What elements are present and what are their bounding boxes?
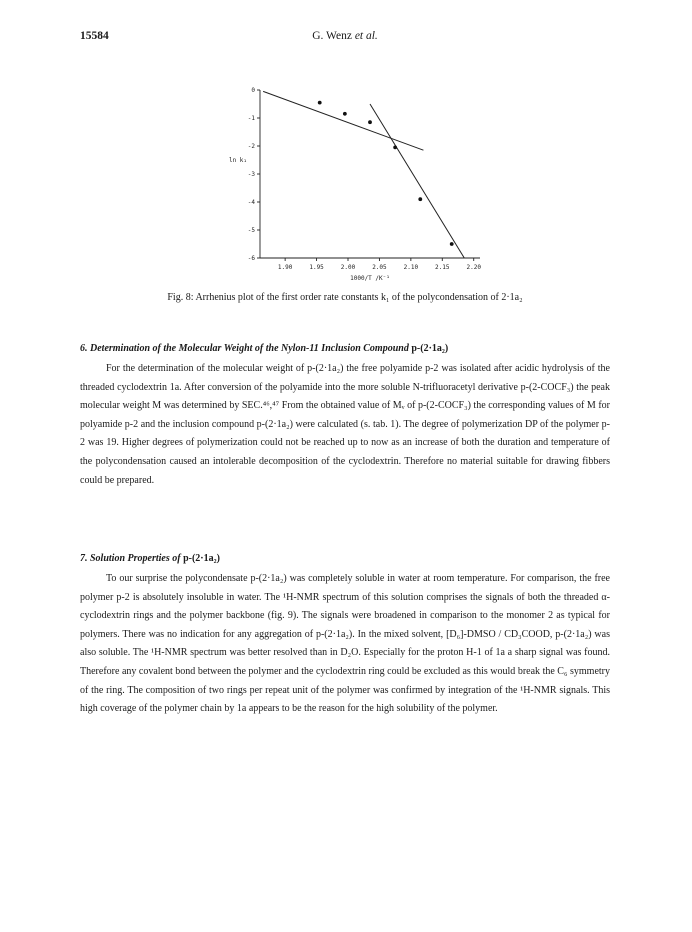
section-7-paragraph: To our surprise the polycondensate p-(2·1a₂) was completely soluble in water at room temperature. For comparison, the free polymer p-2 is absolutely insoluble in water. The ¹H-NMR spectrum of this solution comprises the signals of both the threaded α-cyclodextrin rings and the polymer backbone (fig. 9). The signals were broadened in comparison to the monomer 2 as typical for polymers. There was no indication for any aggregation of p-(2·1a₂). In the mixed solvent, [D₆]-DMSO / CD₃COOD, p-(2·1a₂) was also soluble. The ¹H-NMR spectrum was better resolved than in D₂O. Especially for the proton H-1 of 1a a sharp signal was found. Therefore any covalent bond between the polymer and the cyclodextrin ring could be excluded as this would break the C₆ symmetry of the ring. The composition of two rings per repeat unit of the polymer was confirmed by integration of the ¹H-NMR signals. This high coverage of the polymer chain by 1a appears to be the reason for the high solubility of the polymer. (80, 573, 610, 715)
y-tick-label: -4 (247, 199, 255, 206)
fit-line (263, 91, 423, 150)
y-axis-label: ln k₁ (228, 157, 248, 164)
page-number: 15584 (80, 30, 109, 42)
data-point (368, 120, 372, 124)
section-7-heading (80, 553, 610, 564)
section-7-heading-title: 7. Solution Properties of (80, 553, 181, 564)
x-tick-label: 2.15 (435, 264, 450, 271)
data-point (318, 101, 322, 105)
section-6-paragraph: For the determination of the molecular weight of p-(2·1a₂) the free polyamide p-2 was isolated after acidic hydrolysis of the threaded cyclodextrin 1a. After conversion of the polyamide into the more soluble N-trifluoracetyl derivative p-(2-COCF₃) the peak molecular weight M was determined by SEC.⁴⁶,⁴⁷ From the obtained value of Mᵥ of p-(2-COCF₃) the corresponding values of M for polyamide p-2 and the inclusion compound p-(2·1a₂) were calculated (s. tab. 1). The degree of polymerization DP of the polymer p-2 was 19. Higher degrees of polymerization could not be reached up to now as an increase of both the duration and temperature of the polycondensation caused an intolerable decomposition of the cyclodextrin. Therefore no material suitable for drawing fibbers could be prepared. (80, 363, 610, 486)
x-tick-label: 2.20 (466, 264, 481, 271)
section-6-heading-title: 6. Determination of the Molecular Weight of the Nylon-11 Inclusion Compound (80, 343, 409, 354)
y-tick-label: -2 (247, 143, 255, 150)
y-tick-label: -5 (247, 227, 255, 234)
y-tick-label: -6 (247, 255, 255, 262)
x-axis-label: 1000/T /K⁻¹ (350, 275, 390, 282)
data-point (343, 112, 347, 116)
x-tick-label: 1.90 (277, 264, 293, 271)
y-tick-label: 0 (251, 87, 255, 94)
data-point (418, 197, 422, 201)
running-head-et-al: et al. (354, 30, 378, 42)
y-tick-label: -3 (247, 171, 255, 178)
section-7-heading-compound: p-(2·1a₂) (183, 553, 220, 564)
x-tick-label: 2.05 (372, 264, 387, 271)
running-head-authors: G. Wenz (312, 30, 352, 42)
x-tick-label: 2.10 (403, 264, 419, 271)
page-header (80, 30, 610, 46)
section-6-heading-compound: p-(2·1a₂) (411, 343, 449, 354)
fit-line (370, 104, 464, 258)
x-tick-label: 2.00 (340, 264, 356, 271)
running-head (80, 30, 610, 42)
section-6-heading (80, 343, 610, 354)
section-6 (80, 343, 610, 490)
section-7 (80, 553, 610, 719)
data-point (450, 242, 454, 246)
y-tick-label: -1 (247, 115, 255, 122)
arrhenius-plot (220, 80, 510, 290)
x-tick-label: 1.95 (309, 264, 324, 271)
figure-caption: Fig. 8: Arrhenius plot of the first order rate constants k₁ of the polycondensation of 2·1a₂ (167, 292, 523, 303)
data-point (393, 146, 397, 150)
